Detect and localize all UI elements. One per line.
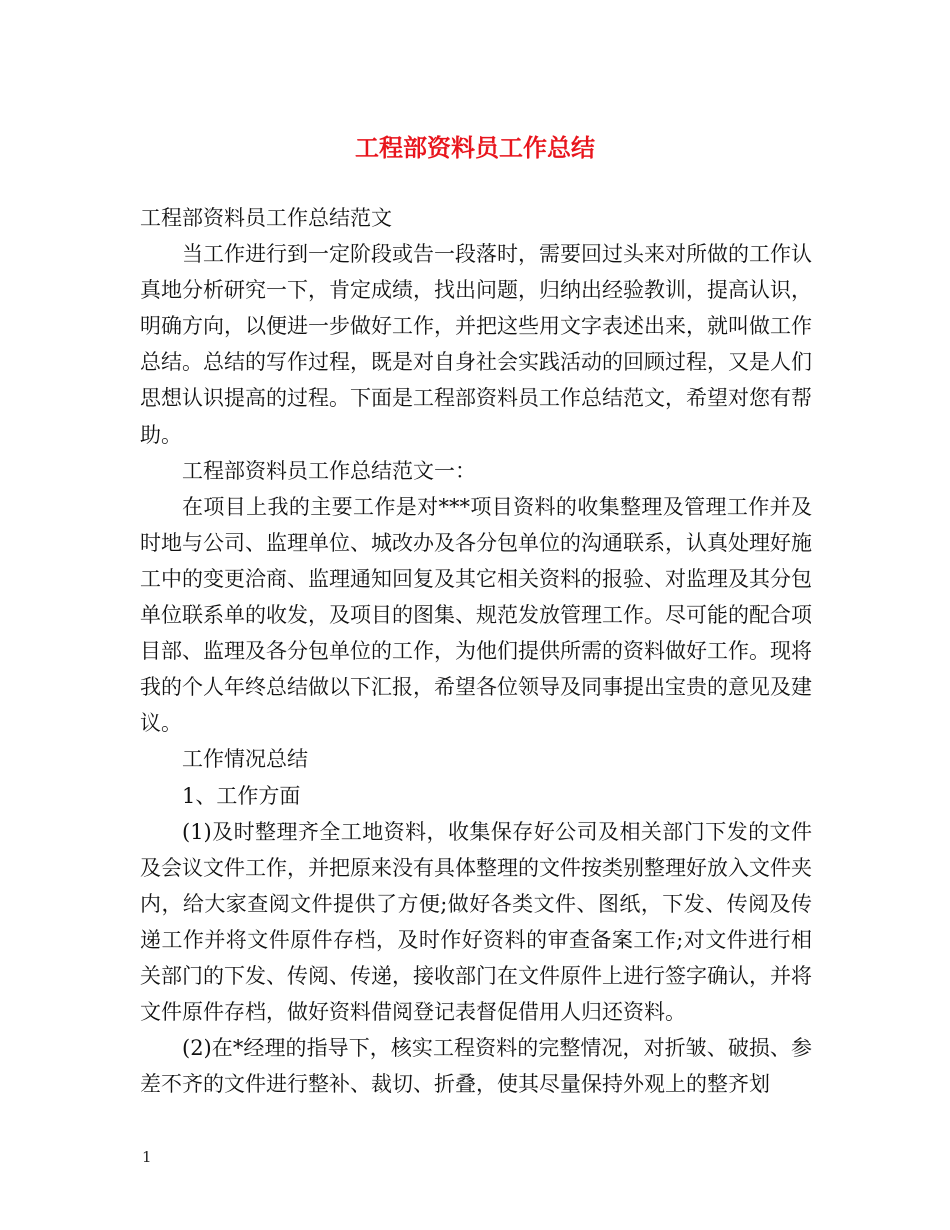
paragraph-section-heading: 工作情况总结 [182, 747, 308, 772]
paragraph-item-2: (2)在*经理的指导下，核实工程资料的完整情况，对折皱、破损、参差不齐的文件进行整补、裁切、折叠，使其尽量保持外观上的整齐划 [140, 1036, 812, 1097]
paragraph-intro: 当工作进行到一定阶段或告一段落时，需要回过头来对所做的工作认真地分析研究一下，肯定成绩，找出问题，归纳出经验教训，提高认识，明确方向，以便进一步做好工作，并把这些用文字表述出来，就叫做工作总结。总结的写作过程，既是对自身社会实践活动的回顾过程，又是人们思想认识提高的过程。下面是工程部资料员工作总结范文，希望对您有帮助。 [140, 242, 812, 447]
document-title: 工程部资料员工作总结 [355, 133, 595, 162]
paragraph-subsection-heading: 1、工作方面 [182, 783, 301, 808]
paragraph-main-work: 在项目上我的主要工作是对***项目资料的收集整理及管理工作并及时地与公司、监理单位、城改办及各分包单位的沟通联系，认真处理好施工中的变更洽商、监理通知回复及其它相关资料的报验、对监理及其分包单位联系单的收发，及项目的图集、规范发放管理工作。尽可能的配合项目部、监理及各分包单位的工作，为他们提供所需的资料做好工作。现将我的个人年终总结做以下汇报，希望各位领导及同事提出宝贵的意见及建议。 [140, 494, 812, 736]
paragraph-item-1: (1)及时整理齐全工地资料，收集保存好公司及相关部门下发的文件及会议文件工作，并把原来没有具体整理的文件按类别整理好放入文件夹内，给大家查阅文件提供了方便;做好各类文件、图纸，下发、传阅及传递工作并将文件原件存档，及时作好资料的审查备案工作;对文件进行相关部门的下发、传阅、传递，接收部门在文件原件上进行签字确认，并将文件原件存档，做好资料借阅登记表督促借用人归还资料。 [140, 819, 812, 1025]
page-number: 1 [142, 1148, 152, 1166]
paragraph-sample-heading: 工程部资料员工作总结范文一： [182, 458, 476, 483]
document-body [140, 200, 812, 1102]
paragraph-subtitle: 工程部资料员工作总结范文 [140, 206, 392, 230]
